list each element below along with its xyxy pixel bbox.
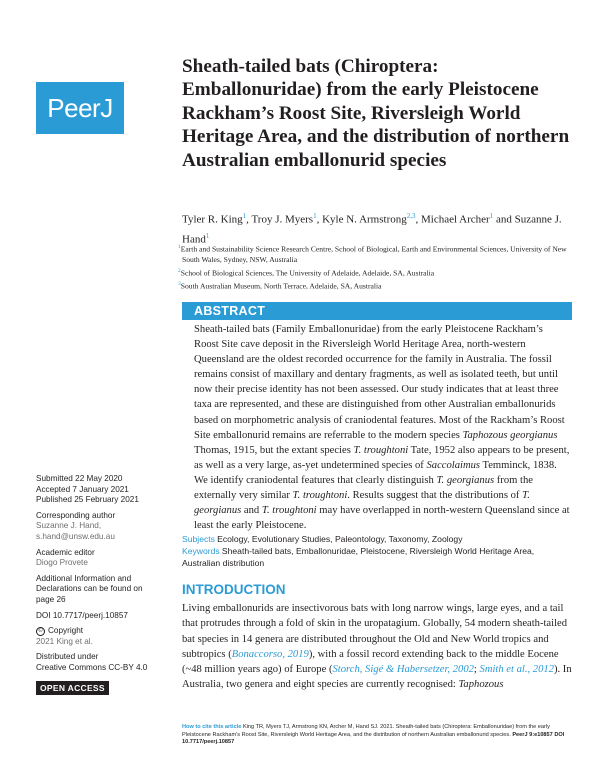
affiliation-text: School of Biological Sciences, The University of Adelaide, Adelaide, SA, Australia	[180, 268, 435, 278]
article-sidebar	[36, 474, 161, 695]
affiliation-text: Earth and Sustainability Science Research Centre, School of Biological, Earth and Environmental Sciences, University of New South Wales, Sydney, NSW, Australia	[180, 244, 567, 265]
affiliation-number: 1	[178, 244, 181, 250]
intro-segment: Living emballonurids are insectivorous bats with long narrow wings, large eyes, and a tail that protrudes through a fold of skin in the uropatagium. Globally, 54 modern sheath-tailed bat species in 14 genera are distributed throughout the Old and New World tropics and subtropics (	[182, 603, 568, 660]
academic-editor-label: Academic editor	[36, 547, 95, 557]
article-title: Sheath-tailed bats (Chiroptera: Emballonuridae) from the early Pleistocene Rackham’s Roost Site, Riversleigh World Heritage Area, and the distribution of northern Australian emballonurid species	[182, 56, 570, 171]
author-affiliation-marker: 2,3	[406, 212, 416, 220]
intro-segment: ;	[473, 664, 480, 676]
copyright-holder: 2021 King et al.	[36, 636, 93, 646]
abstract-text	[194, 322, 570, 533]
author-affiliation-marker: 1	[205, 232, 210, 241]
keywords-label: Keywords	[182, 546, 220, 556]
author-affiliation-marker: 1	[489, 212, 494, 220]
distributed-under-label: Distributed under	[36, 652, 99, 662]
submitted-date: Submitted 22 May 2020	[36, 474, 123, 483]
subjects-keywords	[182, 533, 574, 569]
citation-link[interactable]: Smith et al., 2012	[479, 664, 554, 676]
corresponding-author-name: Suzanne J. Hand,	[36, 521, 102, 531]
abstract-heading: ABSTRACT	[182, 302, 572, 320]
affiliation-item	[176, 279, 576, 292]
affiliation-number: 3	[178, 280, 181, 287]
citation-link[interactable]: Storch, Sigé & Habersetzer, 2002	[332, 664, 474, 676]
published-date: Published 25 February 2021	[36, 495, 139, 505]
affiliations	[176, 242, 576, 292]
abstract-segment: Thomas, 1915, but the extant species	[194, 444, 354, 456]
citation-label: How to cite this article	[182, 724, 242, 730]
copyright-label: Copyright	[48, 626, 84, 636]
introduction-heading: INTRODUCTION	[182, 582, 286, 597]
open-access-badge: OPEN ACCESS	[36, 681, 109, 696]
corresponding-author-email[interactable]: s.hand@unsw.edu.au	[36, 531, 115, 541]
abstract-segment: and	[241, 505, 262, 517]
subjects-label: Subjects	[182, 534, 215, 544]
accepted-date: Accepted 7 January 2021	[36, 484, 129, 494]
affiliation-text: South Australian Museum, North Terrace, Adelaide, SA, Australia	[180, 281, 382, 291]
species-name: T. troughtoni	[353, 444, 409, 456]
affiliation-item	[176, 242, 576, 266]
introduction-text	[182, 601, 574, 693]
author-affiliation-marker: 1	[313, 212, 317, 220]
citation-link[interactable]: Bonaccorso, 2019	[231, 648, 309, 660]
abstract-segment: may have overlapped in north-western Queensland since at least the early Pleistocene.	[194, 505, 570, 532]
author-name: Troy J. Myers	[251, 213, 314, 226]
license-link[interactable]: Creative Commons CC-BY 4.0	[36, 662, 148, 672]
species-name: T. georgianus	[436, 474, 495, 486]
abstract-segment: Temminck, 1838. We identify craniodental features that clearly distinguish	[194, 459, 557, 486]
affiliation-item	[176, 266, 576, 279]
citation-text: King TR, Myers TJ, Armstrong KN, Archer M, Hand SJ. 2021. Sheath-tailed bats (Chiroptera: Emballonuridae) from the early Pleistocene Rackham’s Roost Site, Riversleigh World Heritage Area, and the distribution of northern Australian emballonurid species.	[182, 724, 550, 738]
subjects-value: Ecology, Evolutionary Studies, Paleontology, Taxonomy, Zoology	[217, 534, 463, 544]
affiliation-number: 2	[178, 267, 181, 274]
author-name: and Suzanne J. Hand	[182, 213, 562, 246]
intro-segment: ), with a fossil record extending back to the middle Eocene (~48 million years ago) of Europe (	[182, 648, 559, 676]
author-name: Kyle N. Armstrong	[322, 213, 407, 226]
doi-link[interactable]: DOI 10.7717/peerj.10857	[36, 610, 128, 620]
intro-segment: Taphozous	[458, 679, 504, 691]
abstract-segment: from the externally very similar	[194, 474, 533, 502]
species-name: T. georgianus	[194, 490, 530, 517]
abstract-segment: Sheath-tailed bats (Family Emballonuridae) from the early Pleistocene Rackham’s Roost Site cave deposit in the Riversleigh World Heritage Area, north-western Queensland are the oldest recorded occurrence for the family in Australia. The fossil remains consist of maxillary and dentary fragments, as well as isolated teeth, but until now their precise identity has not been assessed. Our study indicates that at least three taxa are represented, and these are distinguished from other Australian emballonurids based on morphometric analysis of craniodental features. Most of the Rackham’s Roost Site emballonurid remains are referrable to the modern species	[194, 324, 565, 441]
corresponding-author-label: Corresponding author	[36, 510, 116, 520]
author-name: Michael Archer	[420, 213, 490, 226]
intro-segment: ). In Australia, two genera and eight species are currently recognised:	[182, 664, 572, 691]
author-affiliation-marker: 1	[242, 212, 247, 220]
citation-journal: PeerJ 9:e10857 DOI 10.7717/peerj.10857	[182, 731, 565, 746]
species-name: T. troughtoni	[261, 505, 317, 517]
additional-information: Additional Information and Declarations can be found on page 26	[36, 573, 143, 604]
species-name: Taphozous georgianus	[462, 429, 558, 441]
peerj-logo: PeerJ	[36, 82, 124, 134]
copyright-icon: ©	[36, 627, 45, 636]
species-name: T. troughtoni	[292, 490, 348, 502]
keywords-value: Sheath-tailed bats, Emballonuridae, Pleistocene, Riversleigh World Heritage Area, Australian distribution	[182, 546, 535, 568]
author-list: Tyler R. King$^1$, Troy J. Myers$^1$, Kyle N. Armstrong$^{2,3}$, Michael Archer$^1$ and Suzanne J. Hand$^1$	[182, 212, 562, 246]
abstract-segment: Tate, 1952 also appears to be present, as well as a very large, as-yet undetermined species of	[194, 444, 570, 471]
species-name: Saccolaimus	[426, 459, 481, 471]
citation-footer	[182, 724, 574, 747]
author-name: Tyler R. King	[182, 213, 243, 226]
abstract-segment: . Results suggest that the distributions of	[347, 490, 523, 502]
academic-editor-name: Diogo Provete	[36, 558, 88, 568]
